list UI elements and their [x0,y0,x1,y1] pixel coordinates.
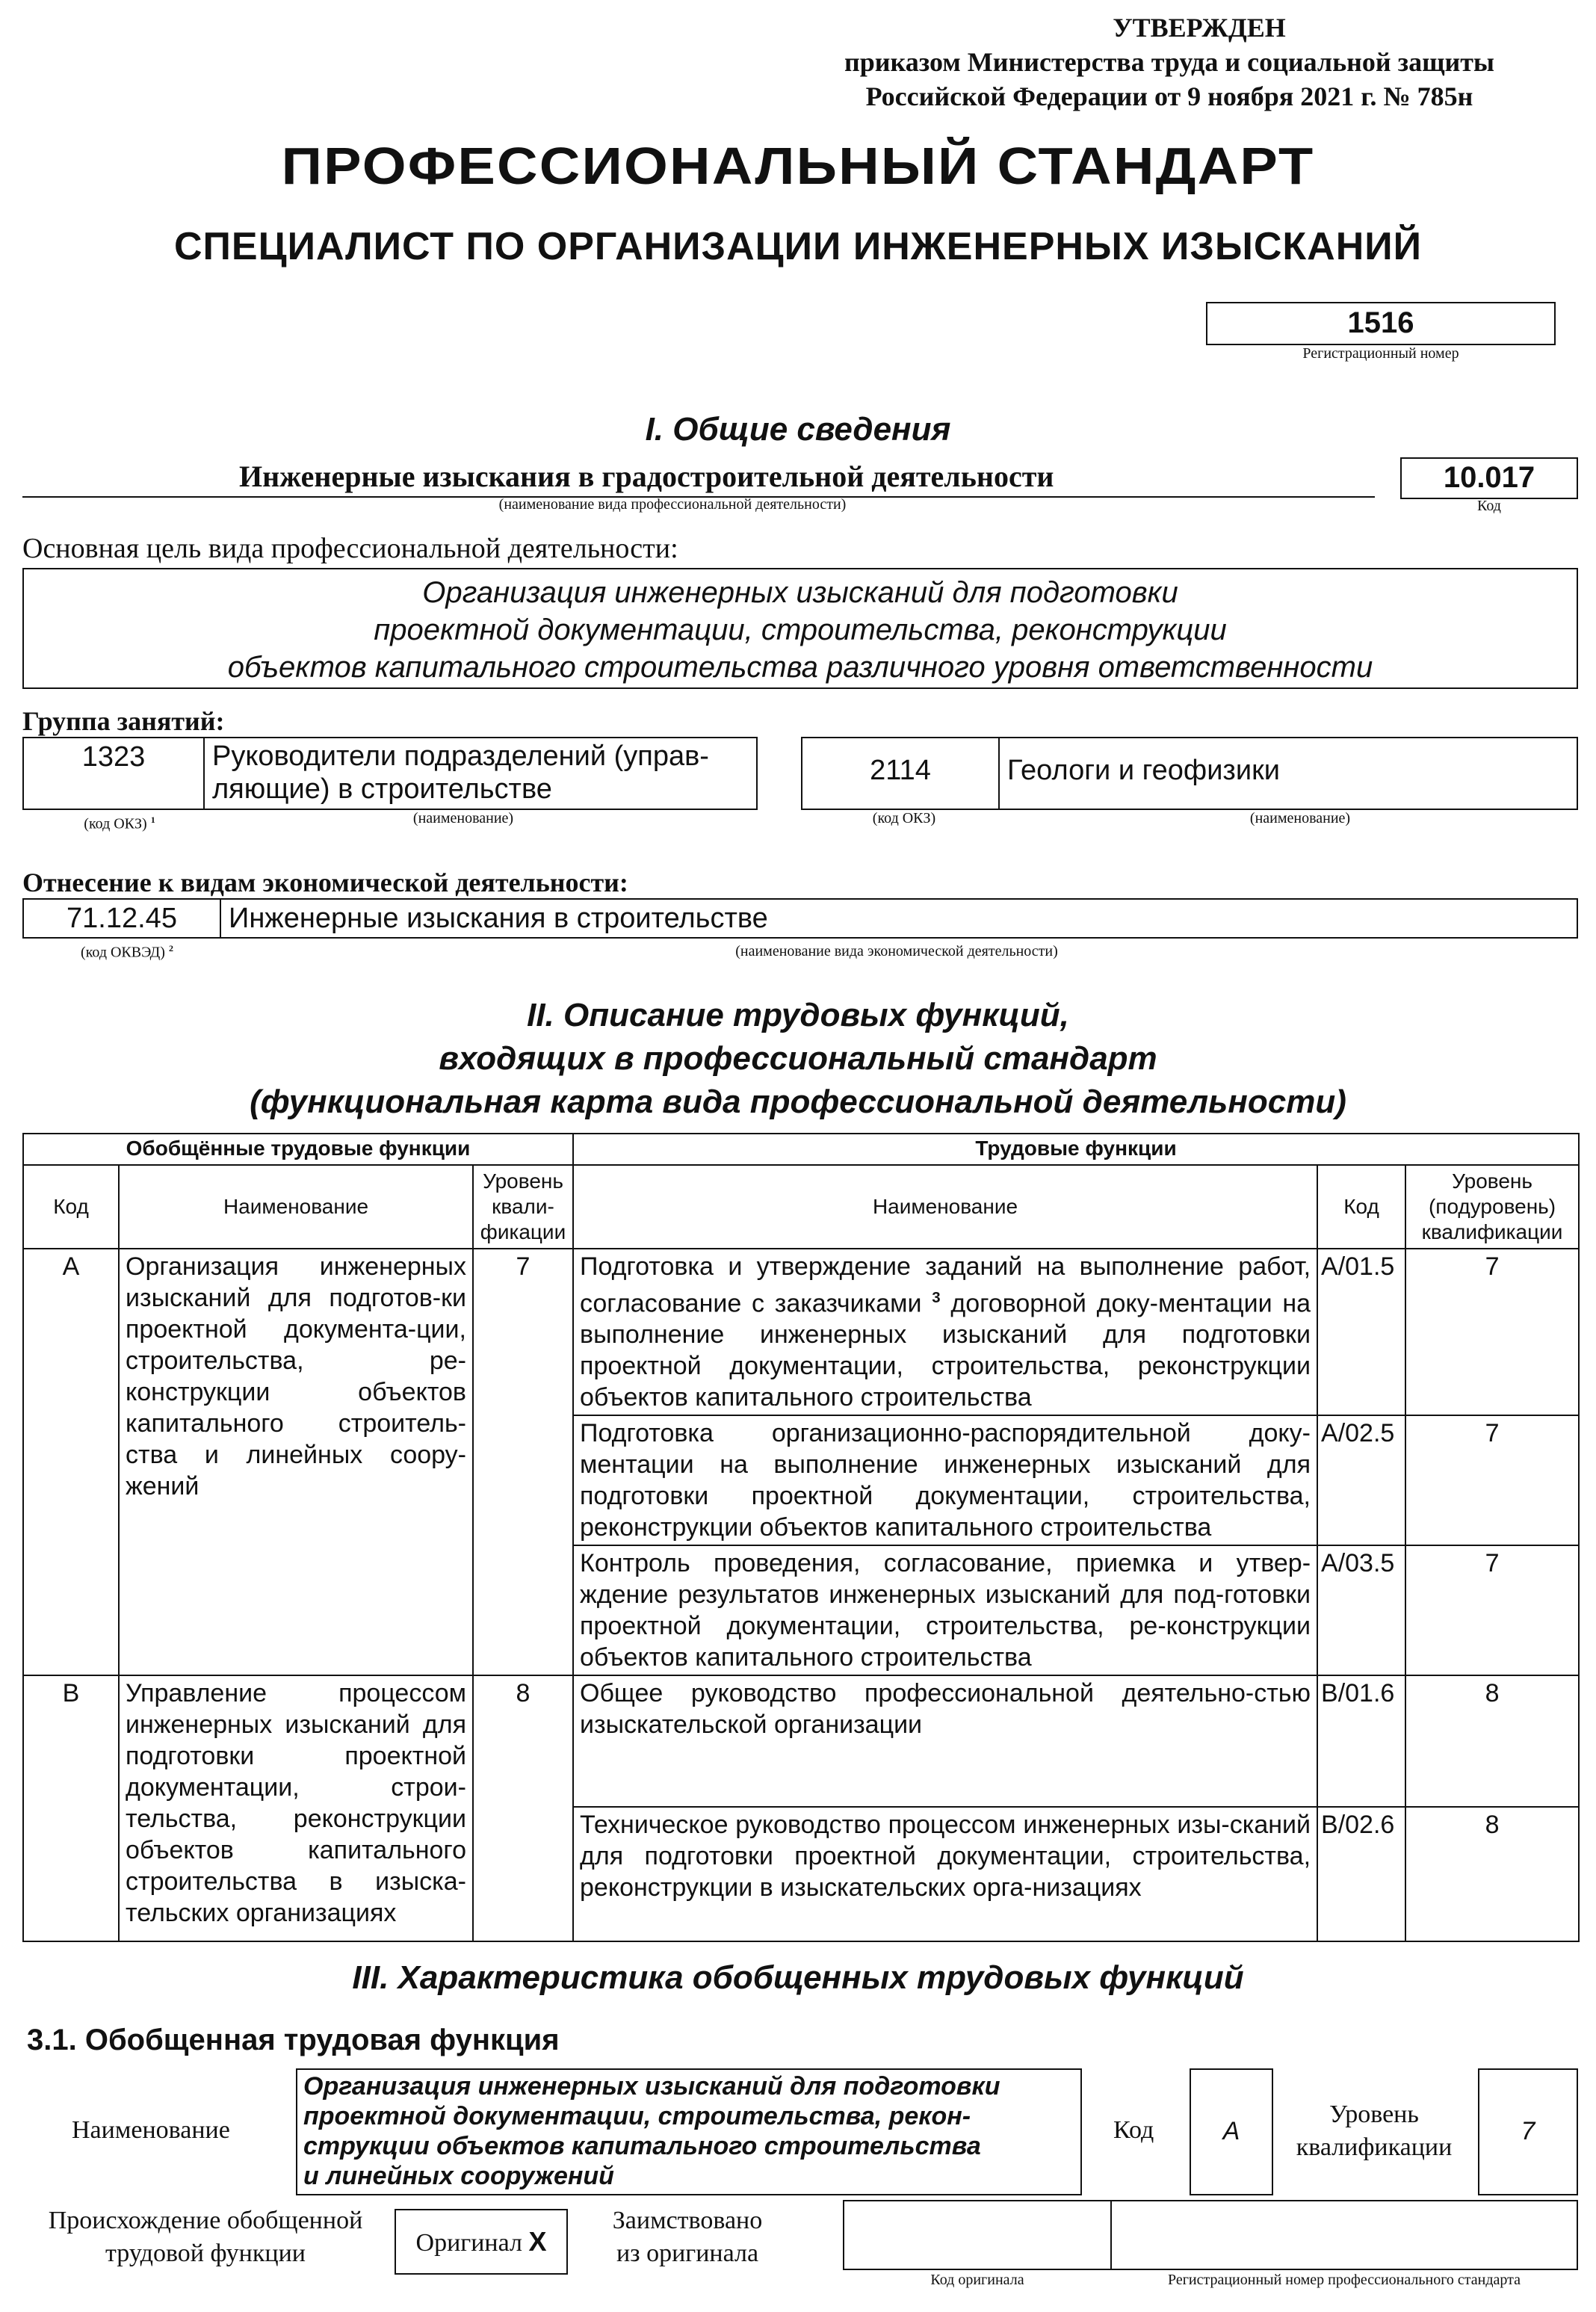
registration-caption: Регистрационный номер [1302,345,1459,362]
okved-code: 71.12.45 [66,903,177,934]
tf-a3-code: A/03.5 [1317,1545,1405,1675]
table-row [23,1675,1579,1807]
section2-title-line-3: (функциональная карта вида профессиональной деятельности) [250,1084,1346,1120]
head-functions: Трудовые функции [573,1134,1579,1165]
tf-b2-name: Техническое руководство процессом инженерных изы-сканий для подготовки проектной документации, строительства, реконструкции в изыскательских орга-низациях [573,1807,1317,1941]
col-level [473,1165,573,1249]
okved-footnote: 2 [168,943,173,953]
occupation-1-box [22,737,758,810]
approval-line-3: Российской Федерации от 9 ноября 2021 г. № 785н [865,81,1473,111]
tf-b2-level: 8 [1405,1807,1579,1941]
col-code-2: Код [1317,1165,1405,1249]
occ1-name-caption: (наименование) [412,810,514,826]
okved-name-caption: (наименование вида экономической деятельности) [735,943,1058,959]
tf-a2-code: A/02.5 [1317,1415,1405,1545]
table-row [23,1249,1579,1415]
otf-code-value: A [1222,2117,1240,2145]
occupation-1-divider [203,738,205,809]
tf-b1-level: 8 [1405,1675,1579,1807]
col-level-line-1: Уровень [483,1169,563,1193]
functional-map-table [22,1133,1580,1942]
reg-number-caption: Регистрационный номер профессионального стандарта [1167,2272,1521,2288]
section3-title: III. Характеристика обобщенных трудовых функций [352,1959,1244,1996]
otf-name-line-3: струкции объектов капитального строительства [303,2132,981,2160]
col-sublevel-line-3: квалификации [1421,1220,1563,1243]
okz-caption-text: (код ОКЗ) [84,815,147,832]
otf-level-label-line-2: квалификации [1296,2133,1453,2161]
borrowed-label [590,2204,785,2270]
head-generalized: Обобщённые трудовые функции [23,1134,573,1165]
otf-level-value: 7 [1521,2117,1535,2145]
section2-title-line-2: входящих в профессиональный стандарт [439,1040,1157,1077]
borrowed-label-line-1: Заимствовано [612,2207,763,2234]
tf-a1-footnote: 3 [932,1290,941,1306]
okved-caption [45,943,209,962]
origin-code-box [843,2200,1112,2270]
tf-b1-code: B/01.6 [1317,1675,1405,1807]
original-box [395,2209,568,2275]
occupation-label: Группа занятий: [22,706,225,736]
occupation-1-name [212,740,709,806]
original-label: Оригинал [415,2229,522,2257]
section2-title-line-1: II. Описание трудовых функций, [527,997,1069,1033]
goal-box [22,568,1578,689]
tf-b1-name: Общее руководство профессиональной деятельно-стью изыскательской организации [573,1675,1317,1807]
otf-name-box [296,2068,1082,2195]
col-name: Наименование [119,1165,473,1249]
tf-a1-name-pre: Подготовка и утверждение заданий на выполнение работ, согласование с заказчиками [580,1252,1311,1318]
goal-line-2: проектной документации, строительства, реконструкции [374,613,1227,646]
reg-number-box [1110,2200,1578,2270]
col-level-line-3: фикации [480,1220,566,1243]
activity-code-caption: Код [1477,498,1501,514]
registration-number-box [1206,302,1556,345]
approval-block [747,10,1592,114]
doc-title: ПРОФЕССИОНАЛЬНЫЙ СТАНДАРТ [281,137,1315,195]
tf-a3-name: Контроль проведения, согласование, приемка и утвер-ждение результатов инженерных изысканий для под-готовки проектной документации, строительства, ре-конструкции объектов капитального строительства [573,1545,1317,1675]
col-sublevel [1405,1165,1579,1249]
tf-a2-level: 7 [1405,1415,1579,1545]
otf-level-label-line-1: Уровень [1329,2101,1419,2128]
origin-label-line-1: Происхождение обобщенной [48,2207,363,2234]
origin-code-caption: Код оригинала [930,2272,1024,2288]
otf-a-level: 7 [473,1249,573,1675]
approval-line-2: приказом Министерства труда и социальной защиты [844,47,1494,77]
otf-level-label [1281,2098,1467,2164]
registration-number: 1516 [1347,306,1414,339]
approval-line-1: УТВЕРЖДЕН [1113,13,1286,43]
occupation-2-box [801,737,1578,810]
okved-caption-text: (код ОКВЭД) [81,944,165,961]
occupation-1-name-line-2: ляющие) в строительстве [212,773,552,805]
origin-label-line-2: трудовой функции [105,2240,306,2267]
occupation-1-code: 1323 [81,741,146,773]
otf-name-label: Наименование [72,2116,230,2144]
okved-name: Инженерные изыскания в строительстве [229,903,768,934]
col-level-line-2: квали- [492,1195,554,1218]
otf-code-label: Код [1113,2116,1154,2144]
section2-title [0,994,1596,1124]
col-name-2: Наименование [573,1165,1317,1249]
col-sublevel-line-2: (подуровень) [1428,1195,1556,1218]
origin-label [22,2204,389,2270]
otf-a-code: A [23,1249,119,1675]
occupation-2-name: Геологи и геофизики [1007,755,1280,786]
activity-code: 10.017 [1443,461,1535,494]
occupation-1-name-line-1: Руководители подразделений (управ- [212,741,709,772]
okved-box [22,898,1578,939]
tf-a1-name-post: договорной доку-ментации на выполнение инженерных изысканий для подготовки проектной документации, строительства, реконструкции объектов капитального строительства [580,1289,1311,1412]
okz-footnote: 1 [150,815,155,825]
original-mark: X [528,2226,547,2257]
otf-level-box [1478,2068,1578,2195]
standard-name: СПЕЦИАЛИСТ ПО ОРГАНИЗАЦИИ ИНЖЕНЕРНЫХ ИЗЫСКАНИЙ [173,225,1422,268]
otf-b-name: Управление процессом инженерных изысканий для подготовки проектной документации, строи-тельства, реконструкции объектов капитального строительства в изыска-тельских организациях [119,1675,473,1941]
okz-caption-2: (код ОКЗ) [872,810,936,826]
otf-code-box [1190,2068,1273,2195]
goal-label: Основная цель вида профессиональной деятельности: [22,533,678,564]
okz-caption [52,815,187,833]
goal-line-3: объектов капитального строительства различного уровня ответственности [227,651,1373,684]
otf-b-code: B [23,1675,119,1941]
borrowed-label-line-2: из оригинала [616,2240,759,2267]
tf-a1-code: A/01.5 [1317,1249,1405,1415]
section3-subtitle: 3.1. Обобщенная трудовая функция [27,2024,560,2056]
otf-a-name: Организация инженерных изысканий для подготов-ки проектной документа-ции, строительства, ре-конструкции объектов капитального строитель-ства и линейных соору-жений [119,1249,473,1675]
tf-a3-level: 7 [1405,1545,1579,1675]
col-code: Код [23,1165,119,1249]
col-sublevel-line-1: Уровень [1452,1169,1532,1193]
activity-code-box [1400,457,1578,499]
activity-caption: (наименование вида профессиональной деятельности) [498,496,847,513]
tf-b2-code: B/02.6 [1317,1807,1405,1941]
occupation-2-code: 2114 [870,755,931,786]
okved-divider [220,900,221,937]
otf-b-level: 8 [473,1675,573,1941]
activity-name: Инженерные изыскания в градостроительной деятельности [239,460,1054,493]
otf-name-line-2: проектной документации, строительства, рекон- [303,2102,971,2130]
tf-a2-name: Подготовка организационно-распорядительной доку-ментации на выполнение инженерных изысканий для подготовки проектной документации, строительства, реконструкции объектов капитального строительства [573,1415,1317,1545]
tf-a1-level: 7 [1405,1249,1579,1415]
occupation-2-divider [998,738,1000,809]
occ2-name-caption: (наименование) [1249,810,1351,826]
section1-title: I. Общие сведения [645,411,951,448]
goal-line-1: Организация инженерных изысканий для подготовки [422,576,1178,609]
econ-label: Отнесение к видам экономической деятельности: [22,868,628,897]
otf-name-line-1: Организация инженерных изысканий для подготовки [303,2072,1000,2101]
tf-a1-name [573,1249,1317,1415]
otf-name-line-4: и линейных сооружений [303,2162,614,2190]
